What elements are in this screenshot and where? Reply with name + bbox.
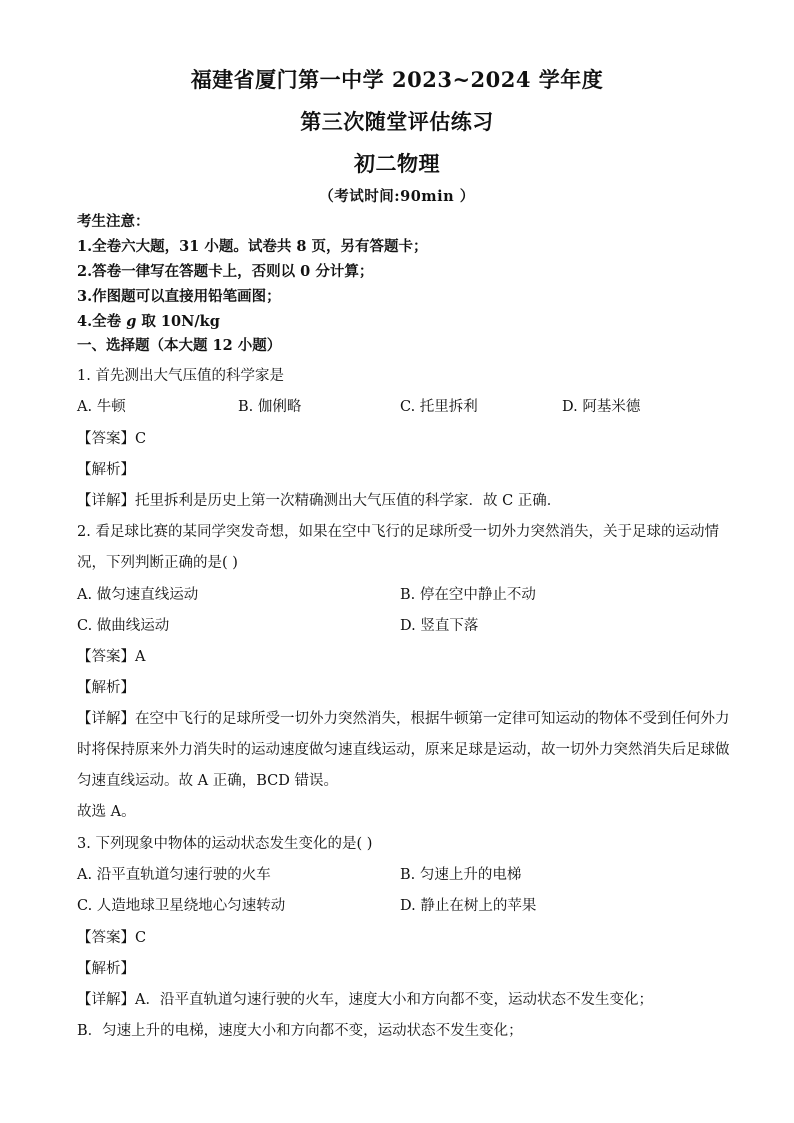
q1-option-b: B. 伽俐略	[238, 399, 302, 415]
q3-detail-line-2: B．匀速上升的电梯，速度大小和方向都不变，运动状态不发生变化；	[77, 1023, 523, 1039]
school-title: 福建省厦门第一中学 2023~2024 学年度	[190, 67, 604, 92]
notice-item-4	[77, 310, 220, 331]
q1-option-c: C. 托里拆利	[400, 399, 478, 415]
q3-option-d: D. 静止在树上的苹果	[400, 898, 537, 914]
notice-item-1: 1.全卷六大题，31 小题。试卷共 8 页，另有答题卡；	[77, 238, 428, 255]
section-1-heading: 一、选择题（本大题 12 小题）	[77, 337, 282, 354]
q1-answer: 【答案】C	[77, 431, 147, 447]
q1-stem: 1. 首先测出大气压值的科学家是	[77, 368, 284, 384]
notice-item-4-prefix: 4.全卷	[77, 313, 127, 330]
exam-title: 第三次随堂评估练习	[300, 109, 494, 134]
gravity-symbol: g	[126, 313, 137, 330]
notice-heading: 考生注意：	[77, 213, 150, 230]
q2-conclusion: 故选 A。	[77, 804, 136, 820]
exam-time: （考试时间:90min ）	[319, 188, 475, 205]
q2-option-d: D. 竖直下落	[400, 618, 479, 634]
q2-detail-line-2: 时将保持原来外力消失时的运动速度做匀速直线运动，原来足球是运动，故一切外力突然消失后足球做	[77, 742, 730, 758]
q3-option-b: B. 匀速上升的电梯	[400, 867, 522, 883]
q3-analysis: 【解析】	[77, 961, 135, 977]
q3-detail-line-1: 【详解】A．沿平直轨道匀速行驶的火车，速度大小和方向都不变，运动状态不发生变化；	[77, 992, 653, 1008]
q2-detail-line-1: 【详解】在空中飞行的足球所受一切外力突然消失，根据牛顿第一定律可知运动的物体不受到任何外力	[77, 711, 730, 727]
q3-stem: 3. 下列现象中物体的运动状态发生变化的是( )	[77, 836, 373, 852]
notice-item-2: 2.答卷一律写在答题卡上，否则以 0 分计算；	[77, 263, 374, 280]
q2-answer: 【答案】A	[77, 649, 146, 665]
subject-title: 初二物理	[354, 151, 440, 176]
q2-option-b: B. 停在空中静止不动	[400, 587, 536, 603]
q2-detail-line-3: 匀速直线运动。故 A 正确，BCD 错误。	[77, 773, 338, 789]
q3-option-a: A. 沿平直轨道匀速行驶的火车	[77, 867, 271, 883]
q1-detail: 【详解】托里拆利是历史上第一次精确测出大气压值的科学家．故 C 正确．	[77, 493, 562, 509]
notice-item-3: 3.作图题可以直接用铅笔画图；	[77, 288, 281, 305]
q1-option-a: A. 牛顿	[77, 399, 126, 415]
q2-analysis: 【解析】	[77, 680, 135, 696]
q1-analysis: 【解析】	[77, 462, 135, 478]
q2-stem-line-1: 2. 看足球比赛的某同学突发奇想，如果在空中飞行的足球所受一切外力突然消失，关于足球的运动情	[77, 524, 719, 540]
q3-answer: 【答案】C	[77, 930, 147, 946]
q2-stem-line-2: 况，下列判断正确的是( )	[77, 555, 238, 571]
q3-option-c: C. 人造地球卫星绕地心匀速转动	[77, 898, 286, 914]
q2-option-c: C. 做曲线运动	[77, 618, 170, 634]
notice-item-4-suffix: 取 10N/kg	[136, 313, 220, 330]
q2-option-a: A. 做匀速直线运动	[77, 587, 199, 603]
q1-option-d: D. 阿基米德	[562, 399, 641, 415]
